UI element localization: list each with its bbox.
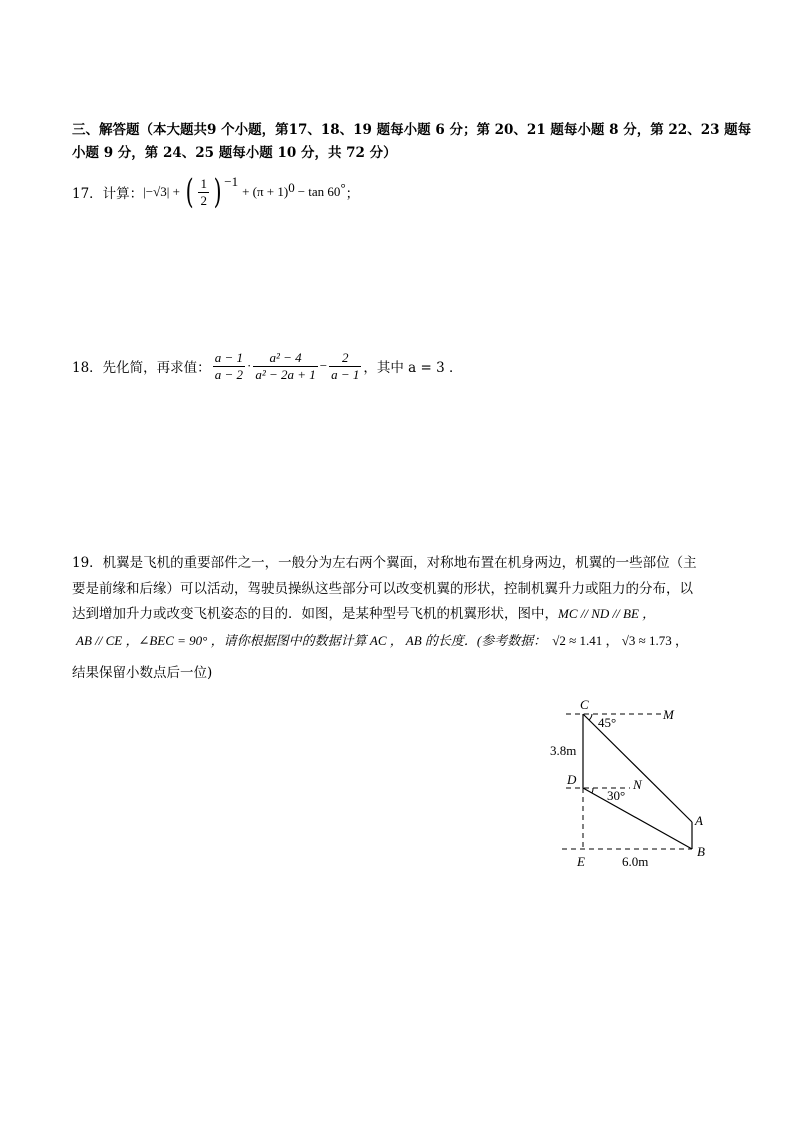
q17-abs: |−√3|	[143, 184, 170, 199]
q17-suffix: ；	[345, 186, 360, 202]
angle-arc-30	[592, 788, 593, 793]
q18-fraction-3: $\frac{2}{a - 1}$	[331, 349, 360, 382]
q18-prefix: 18．先化简，再求值：	[72, 360, 211, 376]
segment-ca	[583, 714, 692, 822]
q17-degree: °	[340, 180, 346, 195]
label-d: D	[567, 772, 577, 787]
segment-db	[583, 788, 692, 849]
angle-arc-45	[589, 714, 592, 720]
q17-prefix: 17．计算：	[72, 186, 144, 202]
q19-line4: AB // CE ，∠BEC = 90° ，请你根据图中的数据计算 AC ， AB 的长度．(参考数据： √2 ≈ 1.41 ， √3 ≈ 1.73 ，	[76, 633, 689, 648]
label-e: E	[577, 854, 585, 869]
q17-zero-exp: 0	[288, 180, 295, 195]
wing-figure	[540, 694, 730, 874]
q19-line1: 19．机翼是飞机的重要部件之一，一般分为左右两个翼面，对称地布置在机身两边，机翼的一些部位（主	[72, 555, 697, 571]
q18-suffix: ，其中 a = 3 ．	[363, 360, 463, 376]
q17-exponent: −1	[224, 174, 239, 189]
section-header-line2: 小题 9 分，第 24、25 题每小题 10 分，共 72 分）	[72, 145, 397, 161]
label-n: N	[633, 777, 642, 792]
q19-line2: 要是前缘和后缘）可以活动，驾驶员操纵这些部分可以改变机翼的形状，控制机翼升力或阻力的分布，以	[72, 581, 693, 597]
label-angle-45: 45°	[598, 715, 617, 730]
label-len-38: 3.8m	[550, 743, 577, 758]
q18-fraction-1: $\frac{a - 1}{a - 2}$	[214, 349, 243, 382]
q19-line3: 达到增加升力或改变飞机姿态的目的．如图，是某种型号飞机的机翼形状，图中，MC // ND // BE ，	[72, 606, 656, 622]
label-len-60: 6.0m	[622, 854, 649, 869]
q17-pi-term: + (π + 1)	[242, 184, 289, 199]
question-17: 17．计算： |−√3| + ( $\frac{1}{2}$ ) −1 + (π + 1) 0 − tan 60 ° ；	[72, 172, 360, 212]
label-angle-30: 30°	[607, 788, 626, 803]
q17-fraction: $\frac{1}{2}$	[200, 175, 207, 208]
section-header-line1: 三、解答题（本大题共9 个小题，第17、18、19 题每小题 6 分；第 20、21 题每小题 8 分，第 22、23 题每	[72, 122, 752, 138]
q18-fraction-2: $\frac{\text{a² − 4}}{\text{a² − 2a + 1}}$	[255, 349, 316, 382]
label-b: B	[697, 844, 705, 859]
label-c: C	[580, 697, 589, 712]
q19-line5: 结果保留小数点后一位)	[72, 665, 213, 681]
label-m: M	[663, 707, 674, 722]
question-18: 18．先化简，再求值： $\frac{a - 1}{a - 2}$ · $\frac{\text{a² − 4}}{\text{a² − 2a + 1}}$ − $\frac{2}{a - 1}$ ，其中 a = 3 ．	[72, 349, 463, 382]
label-a: A	[695, 813, 703, 828]
q17-tan-term: − tan 60	[297, 184, 341, 199]
